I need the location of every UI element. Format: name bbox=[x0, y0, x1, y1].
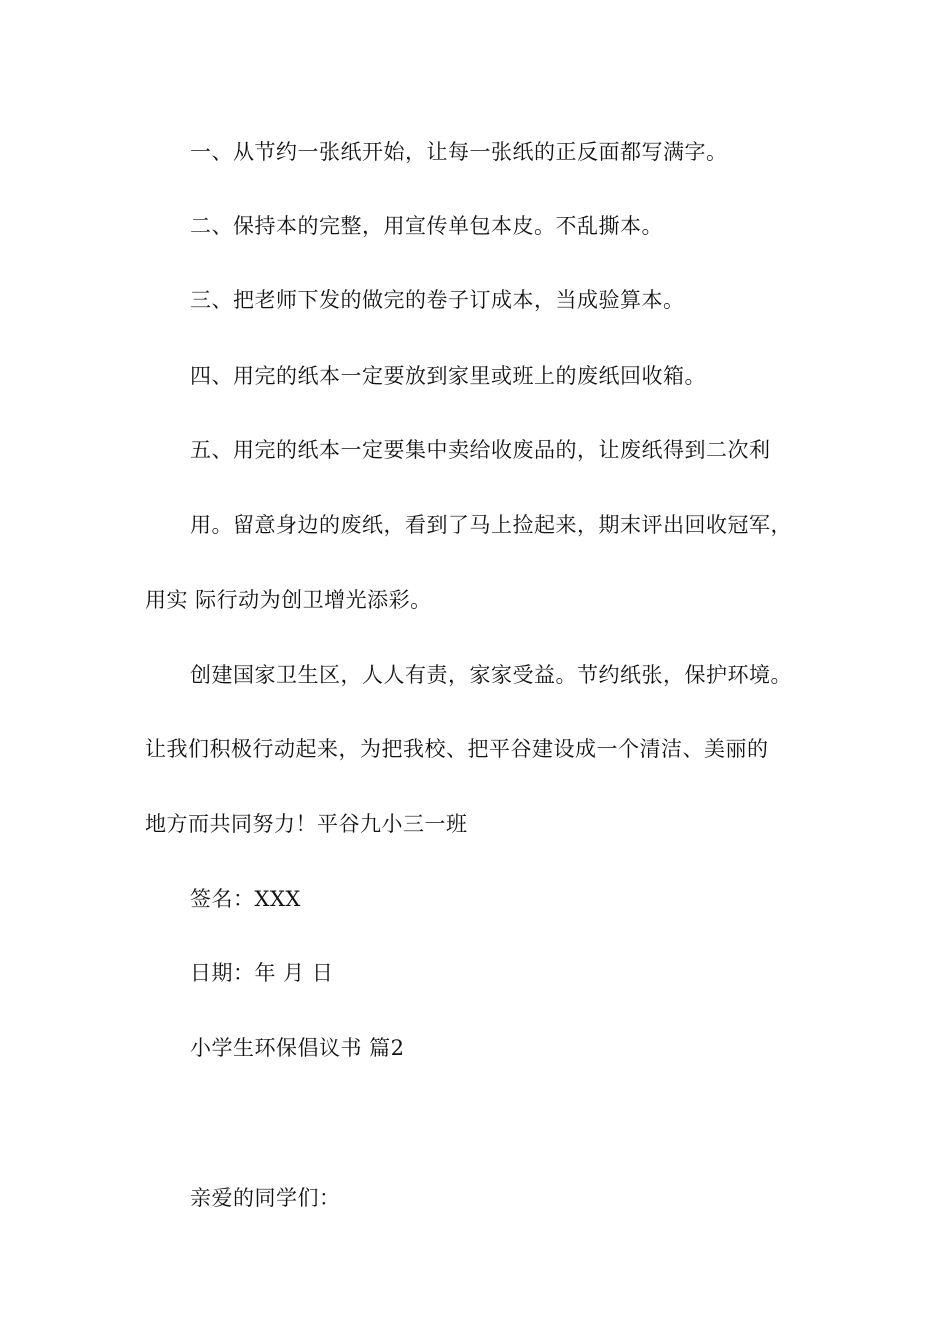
proposal-item-1: 一、从节约一张纸开始，让每一张纸的正反面都写满字。 bbox=[190, 140, 728, 164]
proposal-item-3: 三、把老师下发的做完的卷子订成本，当成验算本。 bbox=[190, 288, 685, 312]
section-heading: 小学生环保倡议书 篇2 bbox=[190, 1036, 405, 1060]
proposal-item-5-continued: 用。留意身边的废纸，看到了马上捡起来，期末评出回收冠军， bbox=[190, 513, 792, 537]
proposal-item-5: 五、用完的纸本一定要集中卖给收废品的，让废纸得到二次利 bbox=[190, 438, 771, 462]
closing-paragraph-line-3: 地方而共同努力！平谷九小三一班 bbox=[145, 812, 468, 836]
proposal-item-2: 二、保持本的完整，用宣传单包本皮。不乱撕本。 bbox=[190, 214, 663, 238]
signature-line: 签名：XXX bbox=[190, 887, 301, 911]
proposal-item-5-end: 用实 际行动为创卫增光添彩。 bbox=[145, 588, 432, 612]
proposal-item-4: 四、用完的纸本一定要放到家里或班上的废纸回收箱。 bbox=[190, 364, 706, 388]
closing-paragraph-line-1: 创建国家卫生区，人人有责，家家受益。节约纸张，保护环境。 bbox=[190, 663, 792, 687]
salutation: 亲爱的同学们： bbox=[190, 1186, 341, 1210]
date-line: 日期：年 月 日 bbox=[190, 961, 334, 985]
closing-paragraph-line-2: 让我们积极行动起来，为把我校、把平谷建设成一个清洁、美丽的 bbox=[145, 737, 769, 761]
